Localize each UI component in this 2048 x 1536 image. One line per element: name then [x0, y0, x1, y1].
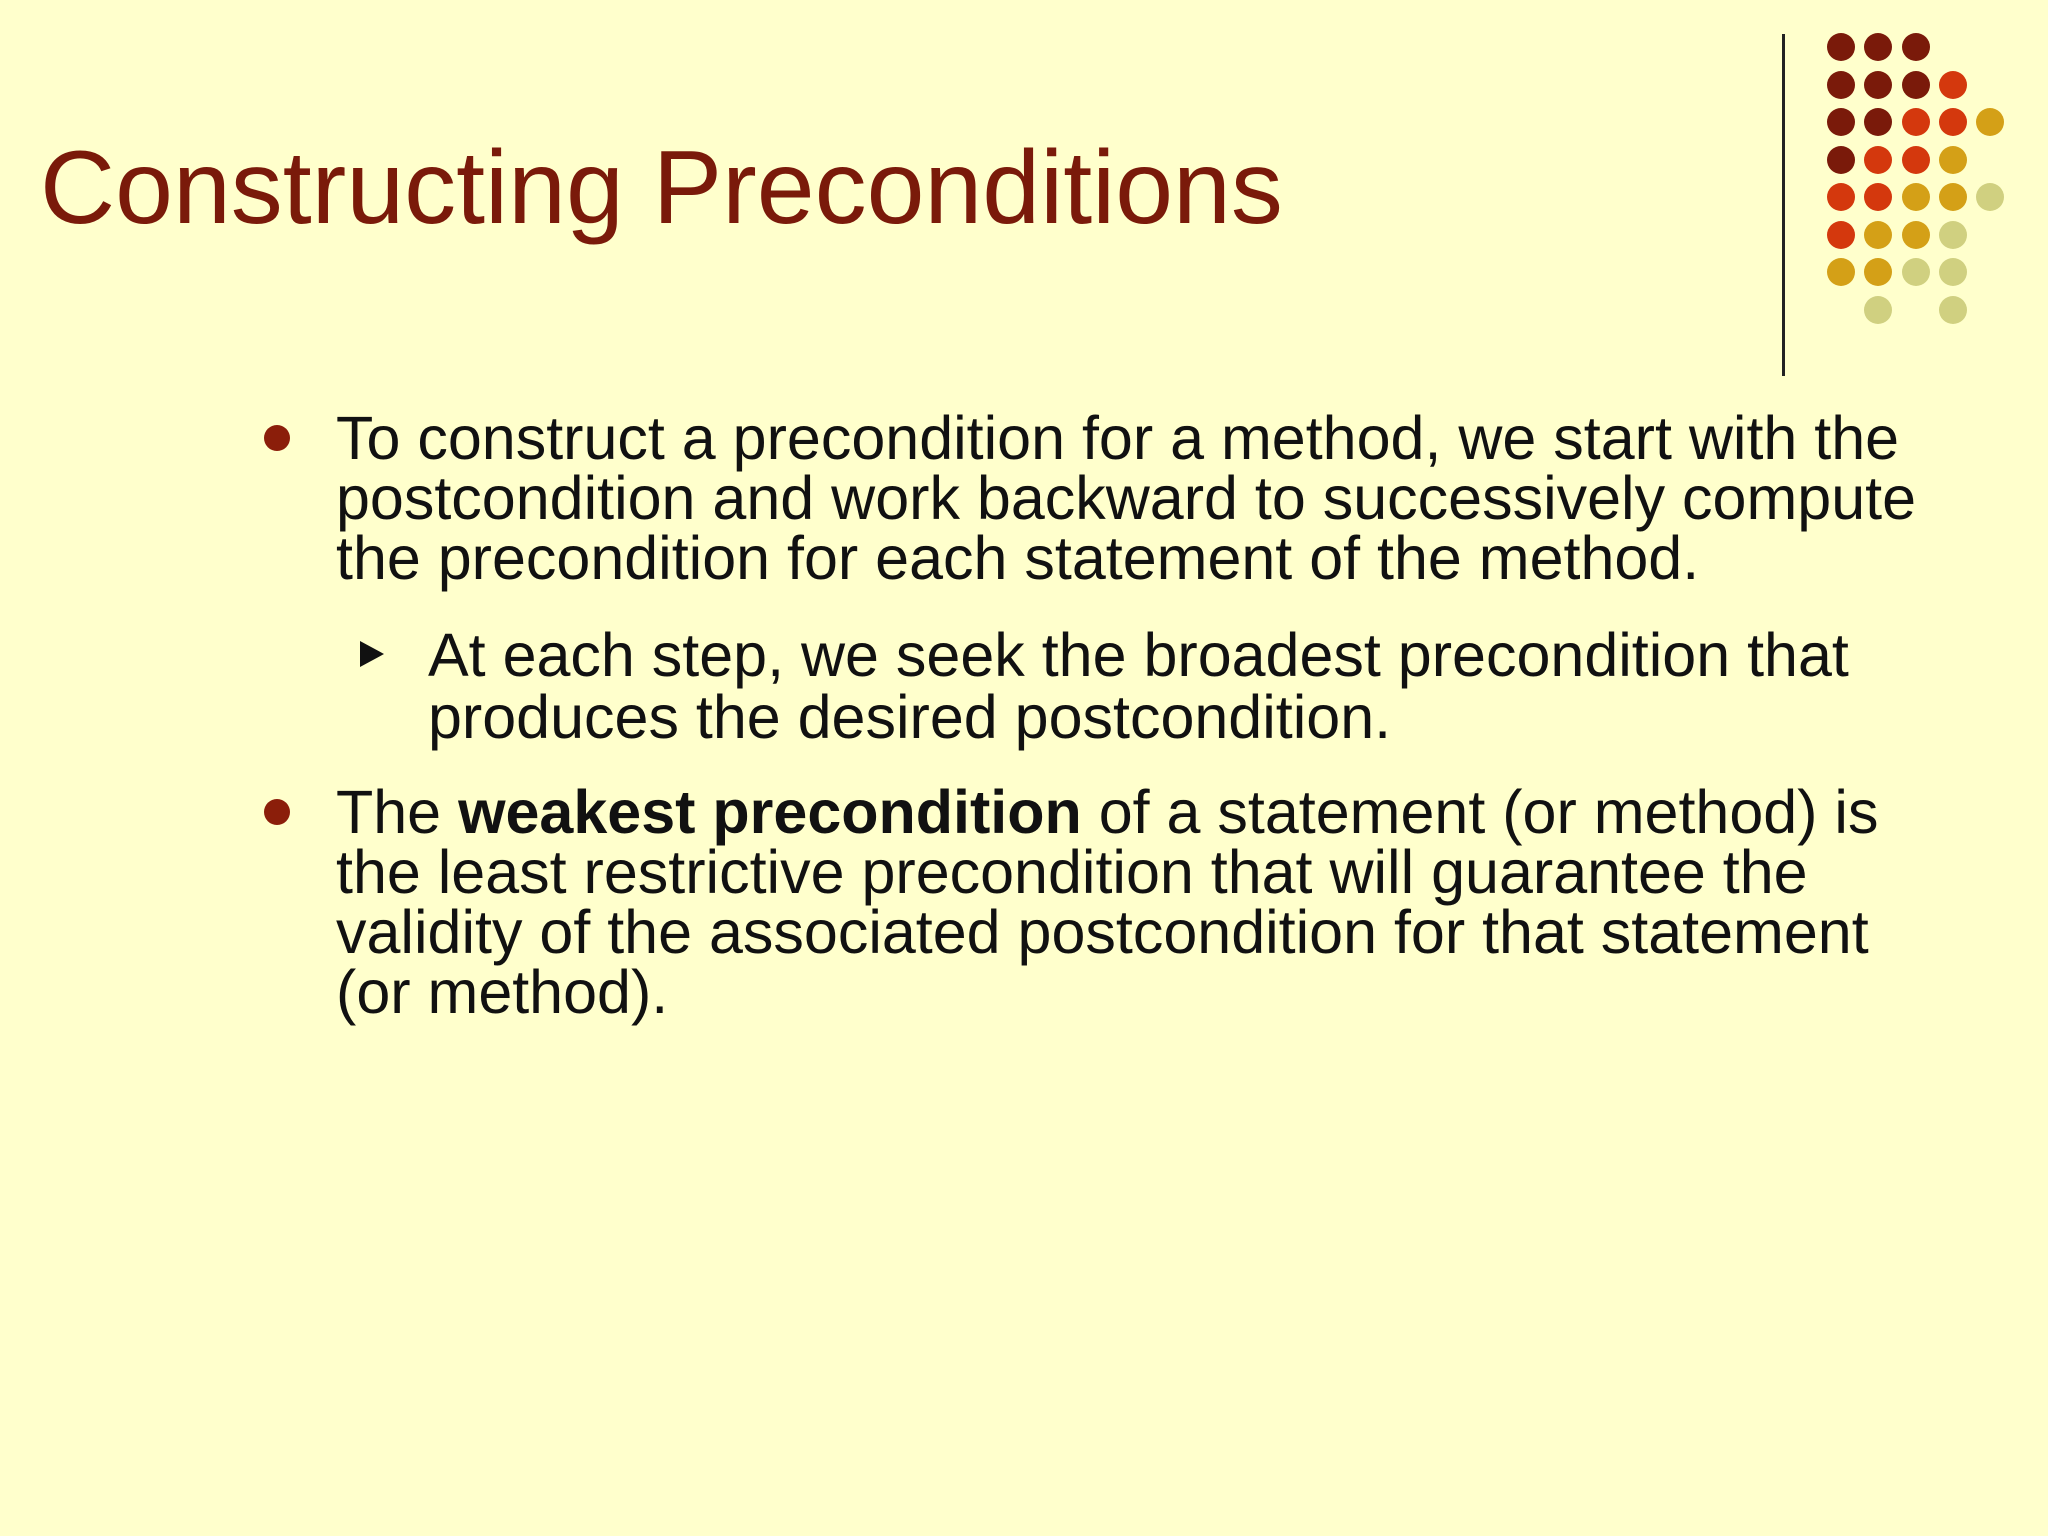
slide-title: Constructing Preconditions — [40, 130, 1283, 246]
decor-dot — [1864, 146, 1892, 174]
decor-dot — [1939, 221, 1967, 249]
decor-dot — [1864, 108, 1892, 136]
decor-dot — [1939, 71, 1967, 99]
decor-dot — [1976, 183, 2004, 211]
decor-dot — [1902, 146, 1930, 174]
decor-dot — [1827, 108, 1855, 136]
decor-dot — [1864, 71, 1892, 99]
decor-dot — [1864, 296, 1892, 324]
decor-dot — [1902, 108, 1930, 136]
decor-dot — [1902, 71, 1930, 99]
bullet-text-2-before: The — [336, 778, 459, 846]
vertical-divider — [1782, 34, 1785, 376]
decor-dot — [1864, 221, 1892, 249]
decor-dot — [1939, 183, 1967, 211]
decor-dot — [1827, 71, 1855, 99]
decor-dot — [1827, 221, 1855, 249]
decor-dot — [1939, 258, 1967, 286]
bullet-item-2 — [250, 778, 1950, 1026]
bullet-dot-icon — [264, 799, 290, 825]
sub-bullet-item — [336, 621, 1950, 751]
decor-dot — [1827, 183, 1855, 211]
bullet-dot-icon — [264, 425, 290, 451]
slide-body — [250, 404, 1950, 1026]
decor-dot — [1827, 258, 1855, 286]
decor-dot — [1902, 258, 1930, 286]
decor-dot — [1939, 108, 1967, 136]
bullet-text-2-after: of a statement (or method) is the least restrictive precondition that will guarantee the validity of the associated postcondition for that statement (or method). — [336, 778, 1879, 1026]
decor-dot — [1976, 108, 2004, 136]
decor-dot — [1827, 146, 1855, 174]
decor-dot — [1902, 33, 1930, 61]
bullet-item-1 — [250, 404, 1950, 592]
decor-dot — [1827, 33, 1855, 61]
decor-dot — [1864, 183, 1892, 211]
decor-dot — [1939, 296, 1967, 324]
decor-dot — [1939, 146, 1967, 174]
sub-bullet-text: At each step, we seek the broadest precondition that produces the desired postcondition. — [428, 621, 1849, 751]
decor-dot — [1902, 183, 1930, 211]
decor-dot — [1902, 221, 1930, 249]
decor-dot — [1864, 33, 1892, 61]
bullet-text-1: To construct a precondition for a method, we start with the postcondition and work backward to successively compute the precondition for each statement of the method. — [336, 404, 1917, 592]
triangle-bullet-icon — [360, 641, 384, 667]
decor-dot — [1864, 258, 1892, 286]
bullet-text-2-bold: weakest precondition — [458, 778, 1082, 846]
